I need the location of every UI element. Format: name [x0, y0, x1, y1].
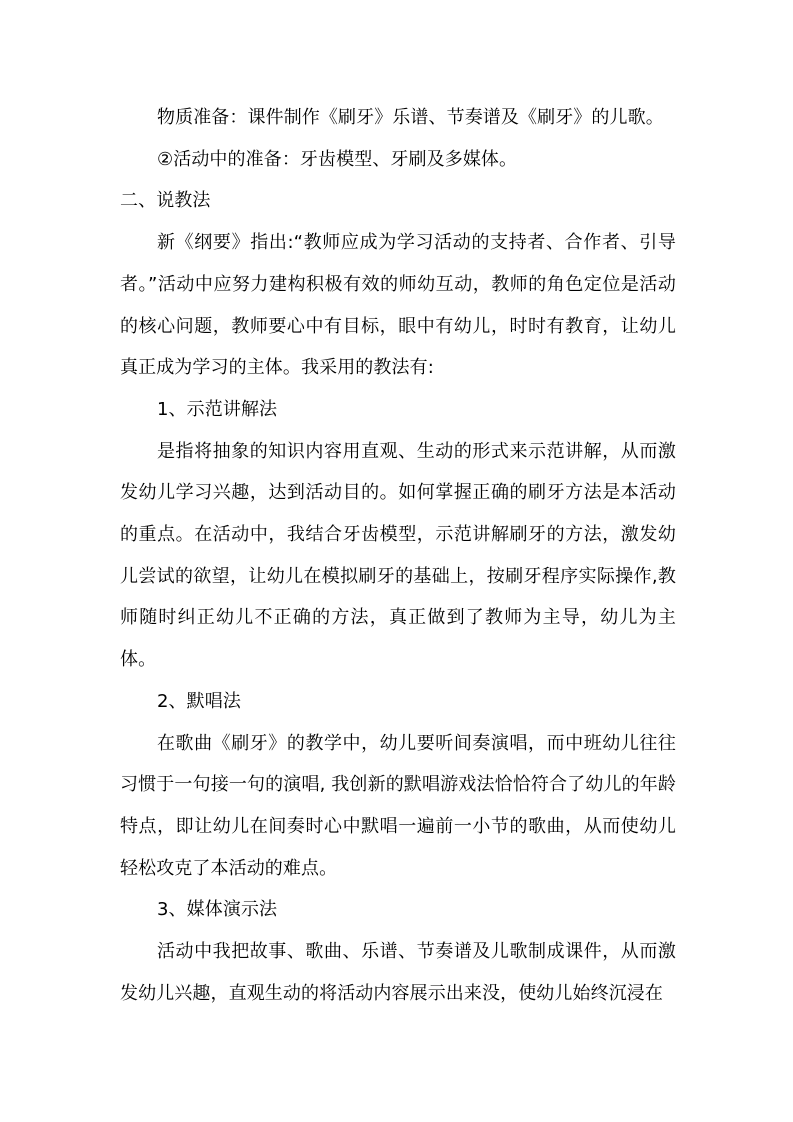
paragraph-media-method: 活动中我把故事、歌曲、乐谱、节奏谱及儿歌制成课件，从而激发幼儿兴趣，直观生动的将活动内容展示出来没，使幼儿始终沉浸在: [120, 941, 676, 1004]
section-heading-teaching-methods: 二、说教法: [120, 190, 211, 212]
subheading-media-method: 3、媒体演示法: [157, 899, 278, 921]
paragraph-activity-prep: ②活动中的准备：牙齿模型、牙刷及多媒体。: [157, 148, 518, 170]
paragraph-material-prep: 物质准备：课件制作《刷牙》乐谱、节奏谱及《刷牙》的儿歌。: [157, 107, 664, 128]
paragraph-silent-singing-method: 在歌曲《刷牙》的教学中，幼儿要听间奏演唱，而中班幼儿往往习惯于一句接一句的演唱, 我创新的默唱游戏法恰恰符合了幼儿的年龄特点，即让幼儿在间奏时心中默唱一遍前一小节的歌曲，从而使幼儿轻松攻克了本活动的难点。: [120, 732, 676, 879]
paragraph-outline-quote: 新《纲要》指出:“教师应成为学习活动的支持者、合作者、引导者。”活动中应努力建构积极有效的师幼互动，教师的角色定位是活动的核心问题，教师要心中有目标，眼中有幼儿，时时有教育，让幼儿真正成为学习的主体。我采用的教法有:: [120, 232, 676, 379]
document-body: [120, 97, 676, 1014]
paragraph-demonstration-method: 是指将抽象的知识内容用直观、生动的形式来示范讲解，从而激发幼儿学习兴趣，达到活动目的。如何掌握正确的刷牙方法是本活动的重点。在活动中，我结合牙齿模型，示范讲解刷牙的方法，激发幼儿尝试的欲望，让幼儿在模拟刷牙的基础上，按刷牙程序实际操作,教师随时纠正幼儿不正确的方法，真正做到了教师为主导，幼儿为主体。: [120, 440, 676, 671]
subheading-silent-singing-method: 2、默唱法: [157, 690, 241, 712]
subheading-demonstration-method: 1、示范讲解法: [157, 398, 278, 420]
